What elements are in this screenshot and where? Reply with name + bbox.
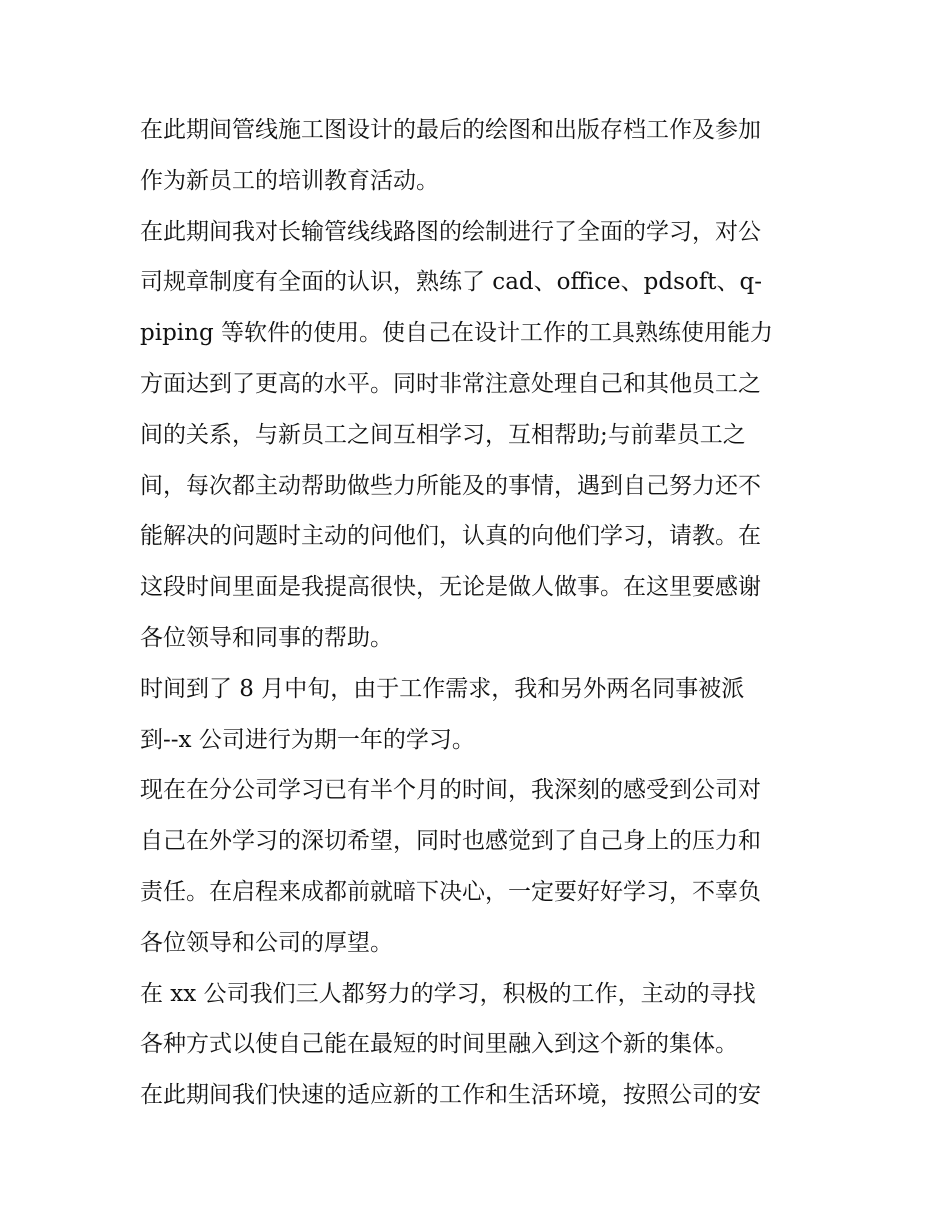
text-line: 在此期间我对长输管线线路图的绘制进行了全面的学习，对公 [140, 218, 761, 245]
text-line: 在此期间我们快速的适应新的工作和生活环境，按照公司的安 [140, 1082, 761, 1109]
text-line: 作为新员工的培训教育活动。 [140, 167, 439, 194]
text-line: 各位领导和同事的帮助。 [140, 624, 393, 651]
text-line: 间的关系，与新员工之间互相学习，互相帮助;与前辈员工之 [140, 421, 746, 448]
document-body [140, 105, 830, 1121]
text-line: piping 等软件的使用。使自己在设计工作的工具熟练使用能力 [140, 320, 774, 347]
text-line: 到--x 公司进行为期一年的学习。 [140, 726, 475, 753]
text-line: 在此期间管线施工图设计的最后的绘图和出版存档工作及参加 [140, 117, 761, 143]
text-line: 在 xx 公司我们三人都努力的学习，积极的工作，主动的寻找 [140, 980, 756, 1007]
text-line: 间，每次都主动帮助做些力所能及的事情，遇到自己努力还不 [140, 472, 761, 499]
paragraph-2 [140, 207, 830, 664]
paragraph-4 [140, 765, 830, 968]
paragraph-5 [140, 969, 830, 1071]
paragraph-1 [140, 105, 830, 207]
text-line: 自己在外学习的深切希望，同时也感觉到了自己身上的压力和 [140, 828, 761, 855]
text-line: 时间到了 8 月中旬，由于工作需求，我和另外两名同事被派 [140, 675, 745, 702]
text-line: 方面达到了更高的水平。同时非常注意处理自己和其他员工之 [140, 370, 761, 397]
paragraph-6 [140, 1070, 830, 1121]
text-line: 这段时间里面是我提高很快，无论是做人做事。在这里要感谢 [140, 574, 761, 601]
paragraph-3 [140, 664, 830, 766]
text-line: 现在在分公司学习已有半个月的时间，我深刻的感受到公司对 [140, 777, 761, 804]
text-line: 能解决的问题时主动的问他们，认真的向他们学习，请教。在 [140, 523, 761, 550]
text-line: 司规章制度有全面的认识，熟练了 cad、office、pdsoft、q- [140, 269, 763, 296]
text-line: 责任。在启程来成都前就暗下决心，一定要好好学习，不辜负 [140, 878, 761, 905]
text-line: 各种方式以使自己能在最短的时间里融入到这个新的集体。 [140, 1031, 738, 1058]
text-line: 各位领导和公司的厚望。 [140, 929, 393, 956]
